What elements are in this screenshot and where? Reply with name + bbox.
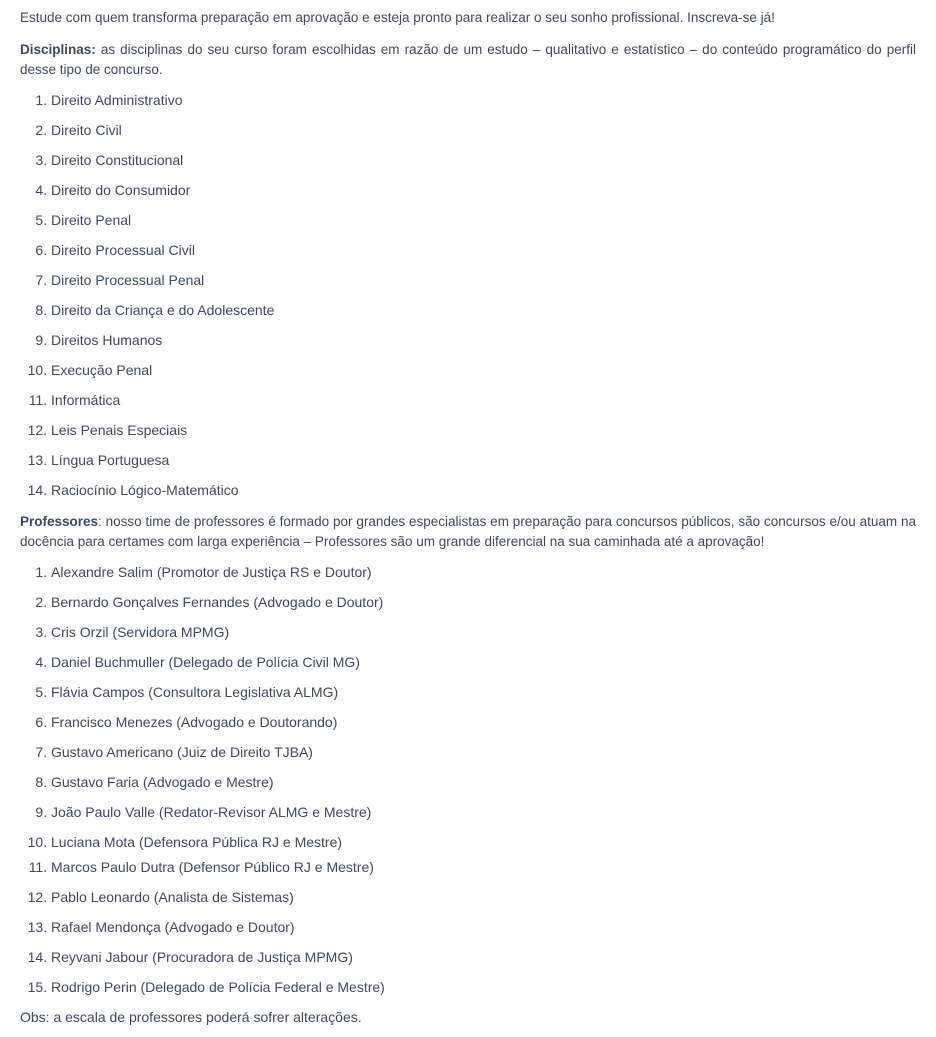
list-item: 8. Gustavo Faria (Advogado e Mestre) xyxy=(51,772,916,792)
list-item: 3. Cris Orzil (Servidora MPMG) xyxy=(51,622,916,642)
list-item: 4. Direito do Consumidor xyxy=(51,180,916,200)
list-item: 12. Pablo Leonardo (Analista de Sistemas) xyxy=(51,887,916,907)
list-item: 9. Direitos Humanos xyxy=(51,330,916,350)
list-item: 6. Direito Processual Civil xyxy=(51,240,916,260)
list-item: 2. Bernardo Gonçalves Fernandes (Advogado e Doutor) xyxy=(51,592,916,612)
professors-list xyxy=(20,562,916,997)
list-item: 8. Direito da Criança e do Adolescente xyxy=(51,300,916,320)
list-item: 1. Alexandre Salim (Promotor de Justiça RS e Doutor) xyxy=(51,562,916,582)
list-item: 9. João Paulo Valle (Redator-Revisor ALMG e Mestre) xyxy=(51,802,916,822)
list-item: 14. Reyvani Jabour (Procuradora de Justiça MPMG) xyxy=(51,947,916,967)
list-item: 11. Informática xyxy=(51,390,916,410)
list-item: 13. Rafael Mendonça (Advogado e Doutor) xyxy=(51,917,916,937)
list-item: 14. Raciocínio Lógico-Matemático xyxy=(51,480,916,500)
professors-label: Professores xyxy=(20,514,99,529)
list-item: 7. Gustavo Americano (Juiz de Direito TJBA) xyxy=(51,742,916,762)
list-item: 11. Marcos Paulo Dutra (Defensor Público RJ e Mestre) xyxy=(51,857,916,877)
professors-paragraph xyxy=(20,512,916,552)
list-item: 5. Direito Penal xyxy=(51,210,916,230)
list-item: 13. Língua Portuguesa xyxy=(51,450,916,470)
disciplines-description: as disciplinas do seu curso foram escolhidas em razão de um estudo – qualitativo e estatístico – do conteúdo programático do perfil desse tipo de concurso. xyxy=(20,42,917,77)
disciplines-label: Disciplinas: xyxy=(20,42,96,57)
disciplines-paragraph xyxy=(20,40,916,80)
list-item: 10. Luciana Mota (Defensora Pública RJ e Mestre) xyxy=(51,832,916,852)
professors-description: : nosso time de professores é formado por grandes especialistas em preparação para concursos públicos, são concursos e/ou atuam na docência para certames com larga experiência – Professores são um grande diferencial na sua caminhada até a aprovação! xyxy=(20,514,916,549)
list-item: 12. Leis Penais Especiais xyxy=(51,420,916,440)
list-item: 4. Daniel Buchmuller (Delegado de Polícia Civil MG) xyxy=(51,652,916,672)
list-item: 1. Direito Administrativo xyxy=(51,90,916,110)
list-item: 2. Direito Civil xyxy=(51,120,916,140)
intro-paragraph: Estude com quem transforma preparação em aprovação e esteja pronto para realizar o seu sonho profissional. Inscreva-se já! xyxy=(20,10,775,25)
list-item: 6. Francisco Menezes (Advogado e Doutorando) xyxy=(51,712,916,732)
list-item: 3. Direito Constitucional xyxy=(51,150,916,170)
list-item: 5. Flávia Campos (Consultora Legislativa ALMG) xyxy=(51,682,916,702)
list-item: 15. Rodrigo Perin (Delegado de Polícia Federal e Mestre) xyxy=(51,977,916,997)
list-item: 10. Execução Penal xyxy=(51,360,916,380)
list-item: 7. Direito Processual Penal xyxy=(51,270,916,290)
disciplines-list xyxy=(20,90,916,500)
note-paragraph: Obs: a escala de professores poderá sofrer alterações. xyxy=(20,1009,362,1025)
